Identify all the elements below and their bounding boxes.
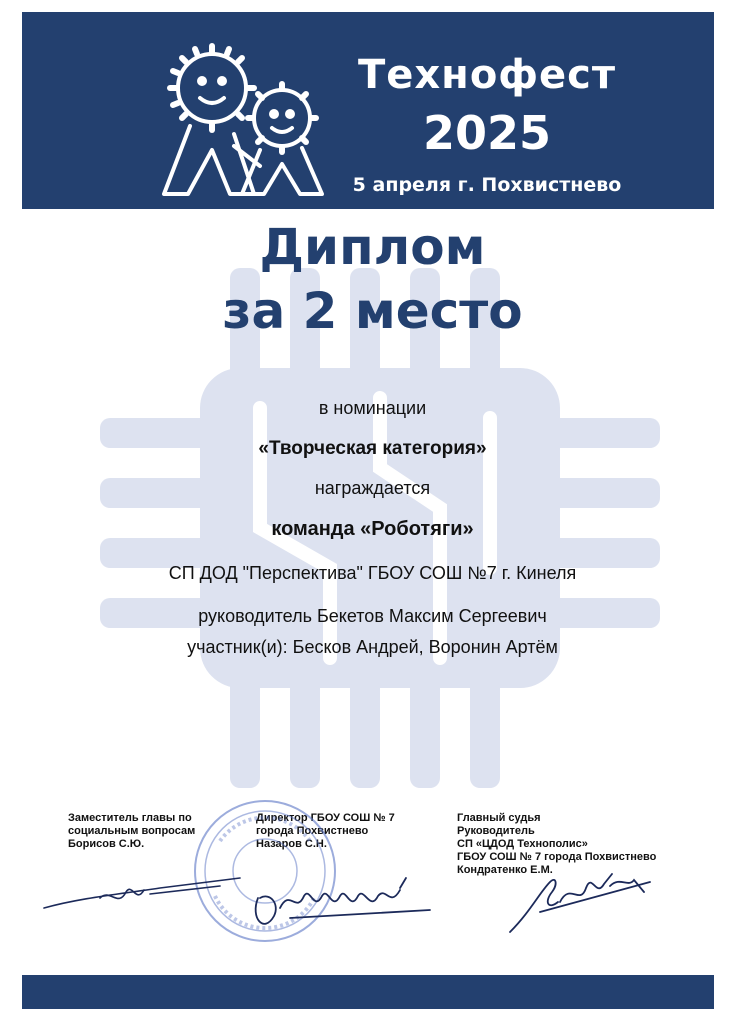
signature-judge-icon bbox=[500, 862, 660, 942]
team-name: команда «Роботяги» bbox=[271, 518, 474, 540]
event-title: Технофест bbox=[357, 52, 617, 98]
header-banner bbox=[22, 12, 714, 209]
event-year: 2025 bbox=[422, 106, 552, 160]
signature-block-deputy: Заместитель главы по социальным вопросам Борисов С.Ю. bbox=[68, 812, 196, 850]
signature-deputy-icon bbox=[40, 868, 250, 928]
signature-block-judge: Главный судья Руководитель СП «ЦДОД Технополис» ГБОУ СОШ № 7 города Похвистнево Кондратенко Е.М. bbox=[457, 812, 657, 876]
gear-mascots-logo-icon bbox=[150, 26, 340, 206]
team-leader: руководитель Бекетов Максим Сергеевич bbox=[198, 606, 547, 626]
nomination-intro: в номинации bbox=[318, 398, 427, 418]
signature-director-icon bbox=[230, 868, 440, 938]
participants: участник(и): Бесков Андрей, Воронин Артём bbox=[187, 637, 558, 657]
awarded-text: награждается bbox=[314, 478, 431, 498]
signature-block-director: Директор ГБОУ СОШ № 7 города Похвистнево Назаров С.Н. bbox=[256, 812, 395, 850]
diploma-heading: Диплом bbox=[259, 218, 486, 276]
event-date-location: 5 апреля г. Похвистнево bbox=[352, 174, 622, 196]
footer-bar bbox=[22, 975, 714, 1009]
diploma-place: за 2 место bbox=[222, 282, 523, 340]
organization: СП ДОД "Перспектива" ГБОУ СОШ №7 г. Кинеля bbox=[168, 563, 577, 583]
nomination-name: «Творческая категория» bbox=[258, 438, 487, 459]
